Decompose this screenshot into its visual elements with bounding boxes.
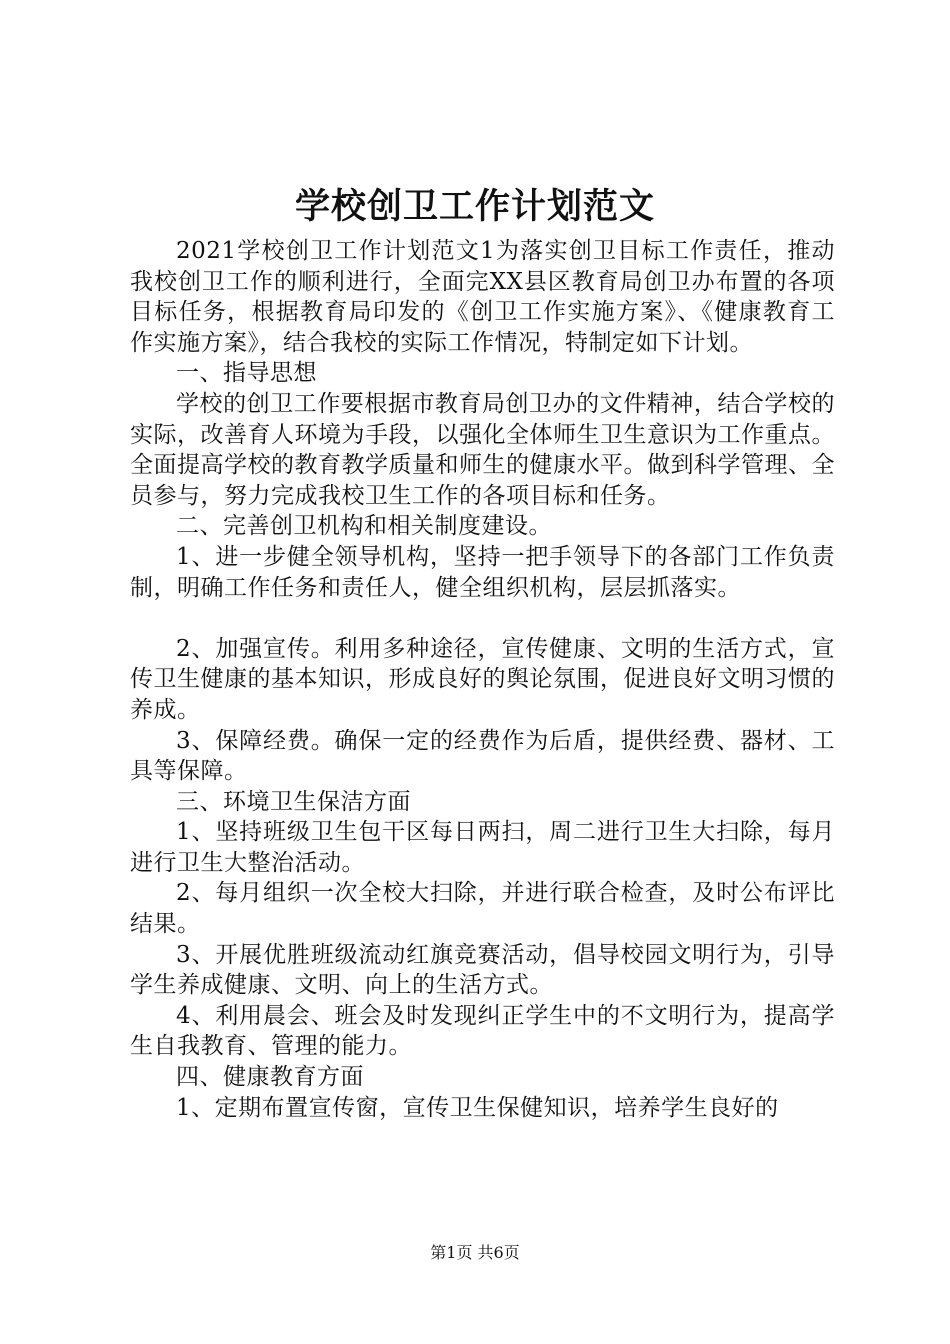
page-footer: 第1页 共6页 <box>430 1243 520 1262</box>
paragraph-item: 2、每月组织一次全校大扫除，并进行联合检查，及时公布评比结果。 <box>130 880 835 938</box>
paragraph-intro: 2021学校创卫工作计划范文1为落实创卫目标工作责任，推动我校创卫工作的顺利进行，全面完XX县区教育局创卫办布置的各项目标任务，根据教育局印发的《创卫工作实施方案》、《健康教育工作实施方案》，结合我校的实际工作情况，特制定如下计划。 <box>130 238 835 356</box>
page-title: 学校创卫工作计划范文 <box>294 186 655 227</box>
paragraph-item: 2、加强宣传。利用多种途径，宣传健康、文明的生活方式，宣传卫生健康的基本知识，形成良好的舆论氛围，促进良好文明习惯的养成。 <box>130 635 835 723</box>
heading-institution-building: 二、完善创卫机构和相关制度建设。 <box>176 513 552 540</box>
heading-guiding-ideology: 一、指导思想 <box>176 360 317 387</box>
paragraph-item: 1、定期布置宣传窗，宣传卫生保健知识，培养学生良好的 <box>176 1094 779 1121</box>
paragraph-item: 3、开展优胜班级流动红旗竞赛活动，倡导校园文明行为，引导学生养成健康、文明、向上的生活方式。 <box>130 941 835 999</box>
heading-environment-hygiene: 三、环境卫生保洁方面 <box>176 788 411 815</box>
paragraph-guiding-ideology: 学校的创卫工作要根据市教育局创卫办的文件精神，结合学校的实际，改善育人环境为手段，以强化全体师生卫生意识为工作重点。全面提高学校的教育教学质量和师生的健康水平。做到科学管理、全员参与，努力完成我校卫生工作的各项目标和任务。 <box>130 390 835 509</box>
paragraph-item: 4、利用晨会、班会及时发现纠正学生中的不文明行为，提高学生自我教育、管理的能力。 <box>130 1002 835 1060</box>
paragraph-item: 1、进一步健全领导机构，坚持一把手领导下的各部门工作负责制，明确工作任务和责任人，健全组织机构，层层抓落实。 <box>130 543 835 601</box>
heading-health-education: 四、健康教育方面 <box>176 1064 364 1091</box>
paragraph-item: 3、保障经费。确保一定的经费作为后盾，提供经费、器材、工具等保障。 <box>130 727 835 785</box>
document-body <box>130 236 835 1123</box>
paragraph-item: 1、坚持班级卫生包干区每日两扫，周二进行卫生大扫除，每月进行卫生大整治活动。 <box>130 819 835 876</box>
